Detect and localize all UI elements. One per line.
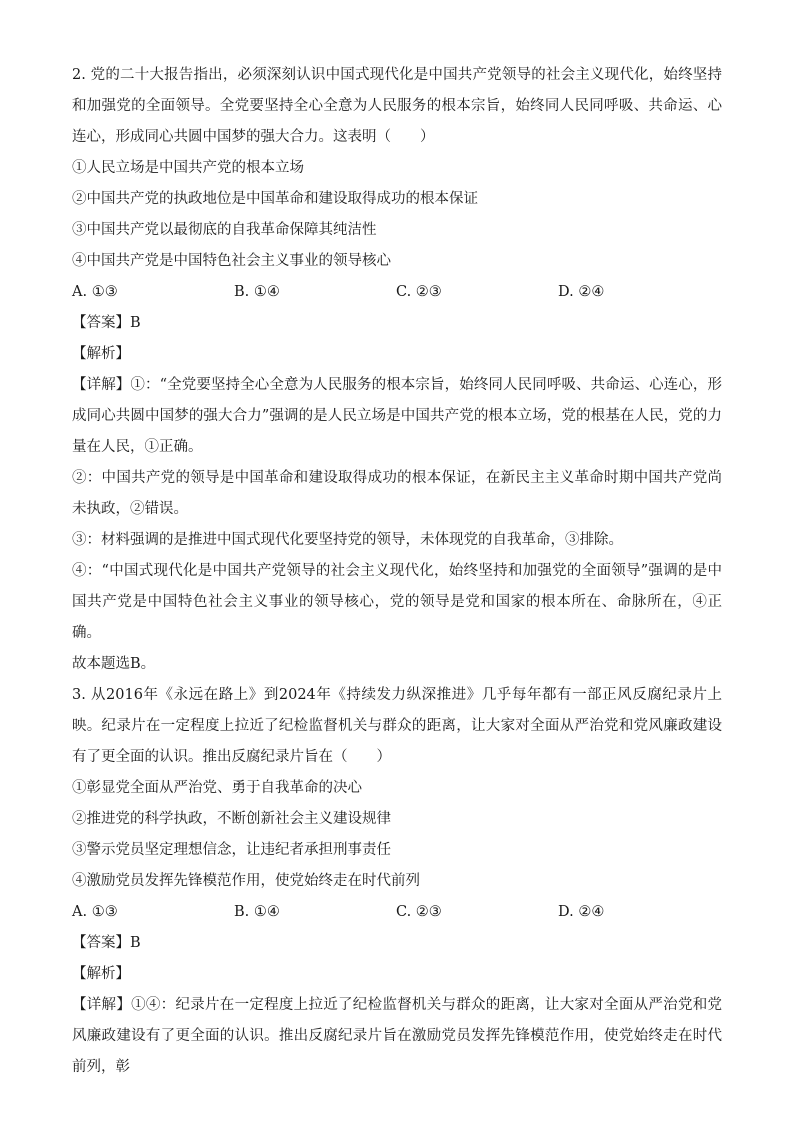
q3-option-b: B. ①④ bbox=[234, 904, 280, 920]
q2-conclusion: 故本题选B。 bbox=[72, 656, 156, 672]
q3-answer: 【答案】B bbox=[72, 935, 141, 951]
q3-stem: 3. 从2016年《永远在路上》到2024年《持续发力纵深推进》几乎每年都有一部正风反腐纪录片上映。纪录片在一定程度上拉近了纪检监督机关与群众的距离，让大家对全面从严治党和党风廉政建设有了更全面的认识。推出反腐纪录片旨在（ ） bbox=[72, 687, 722, 765]
q2-detail-2: ②：中国共产党的领导是中国革命和建设取得成功的根本保证，在新民主主义革命时期中国共产党尚未执政，②错误。 bbox=[72, 470, 722, 517]
q2-statement-2: ②中国共产党的执政地位是中国革命和建设取得成功的根本保证 bbox=[72, 191, 478, 207]
question-2 bbox=[72, 60, 722, 680]
q3-statement-1: ①彰显党全面从严治党、勇于自我革命的决心 bbox=[72, 780, 362, 796]
q2-detail-1: 【详解】①：“全党要坚持全心全意为人民服务的根本宗旨，始终同人民同呼吸、共命运、心连心，形成同心共圆中国梦的强大合力”强调的是人民立场是中国共产党的根本立场，党的根基在人民，党的力量在人民，①正确。 bbox=[72, 377, 722, 455]
question-3 bbox=[72, 680, 722, 1083]
q2-detail-3: ③：材料强调的是推进中国式现代化要坚持党的领导，未体现党的自我革命，③排除。 bbox=[72, 532, 623, 548]
q2-option-c: C. ②③ bbox=[396, 284, 442, 300]
q2-statement-3: ③中国共产党以最彻底的自我革命保障其纯洁性 bbox=[72, 222, 377, 238]
q3-option-a: A. ①③ bbox=[72, 904, 118, 920]
q3-statement-2: ②推进党的科学执政，不断创新社会主义建设规律 bbox=[72, 811, 391, 827]
q3-analysis-label: 【解析】 bbox=[72, 966, 130, 982]
q2-detail-4: ④：“中国式现代化是中国共产党领导的社会主义现代化，始终坚持和加强党的全面领导”强调的是中国共产党是中国特色社会主义事业的领导核心，党的领导是党和国家的根本所在、命脉所在，④正确。 bbox=[72, 563, 722, 641]
q3-option-d: D. ②④ bbox=[558, 904, 605, 920]
q3-options bbox=[72, 897, 722, 928]
q3-statement-3: ③警示党员坚定理想信念，让违纪者承担刑事责任 bbox=[72, 842, 391, 858]
q2-option-b: B. ①④ bbox=[234, 284, 280, 300]
q2-option-a: A. ①③ bbox=[72, 284, 118, 300]
q2-stem: 2. 党的二十大报告指出，必须深刻认识中国式现代化是中国共产党领导的社会主义现代化，始终坚持和加强党的全面领导。全党要坚持全心全意为人民服务的根本宗旨，始终同人民同呼吸、共命运、心连心，形成同心共圆中国梦的强大合力。这表明（ ） bbox=[72, 67, 722, 145]
q2-option-d: D. ②④ bbox=[558, 284, 605, 300]
q3-option-c: C. ②③ bbox=[396, 904, 442, 920]
document-page bbox=[72, 60, 722, 1083]
q3-detail-1: 【详解】①④：纪录片在一定程度上拉近了纪检监督机关与群众的距离，让大家对全面从严治党和党风廉政建设有了更全面的认识。推出反腐纪录片旨在激励党员发挥先锋模范作用，使党始终走在时代前列，彰 bbox=[72, 997, 722, 1075]
q2-answer: 【答案】B bbox=[72, 315, 141, 331]
q3-statement-4: ④激励党员发挥先锋模范作用，使党始终走在时代前列 bbox=[72, 873, 420, 889]
q2-analysis-label: 【解析】 bbox=[72, 346, 130, 362]
q2-statement-1: ①人民立场是中国共产党的根本立场 bbox=[72, 160, 304, 176]
q2-options bbox=[72, 277, 722, 308]
q2-statement-4: ④中国共产党是中国特色社会主义事业的领导核心 bbox=[72, 253, 391, 269]
